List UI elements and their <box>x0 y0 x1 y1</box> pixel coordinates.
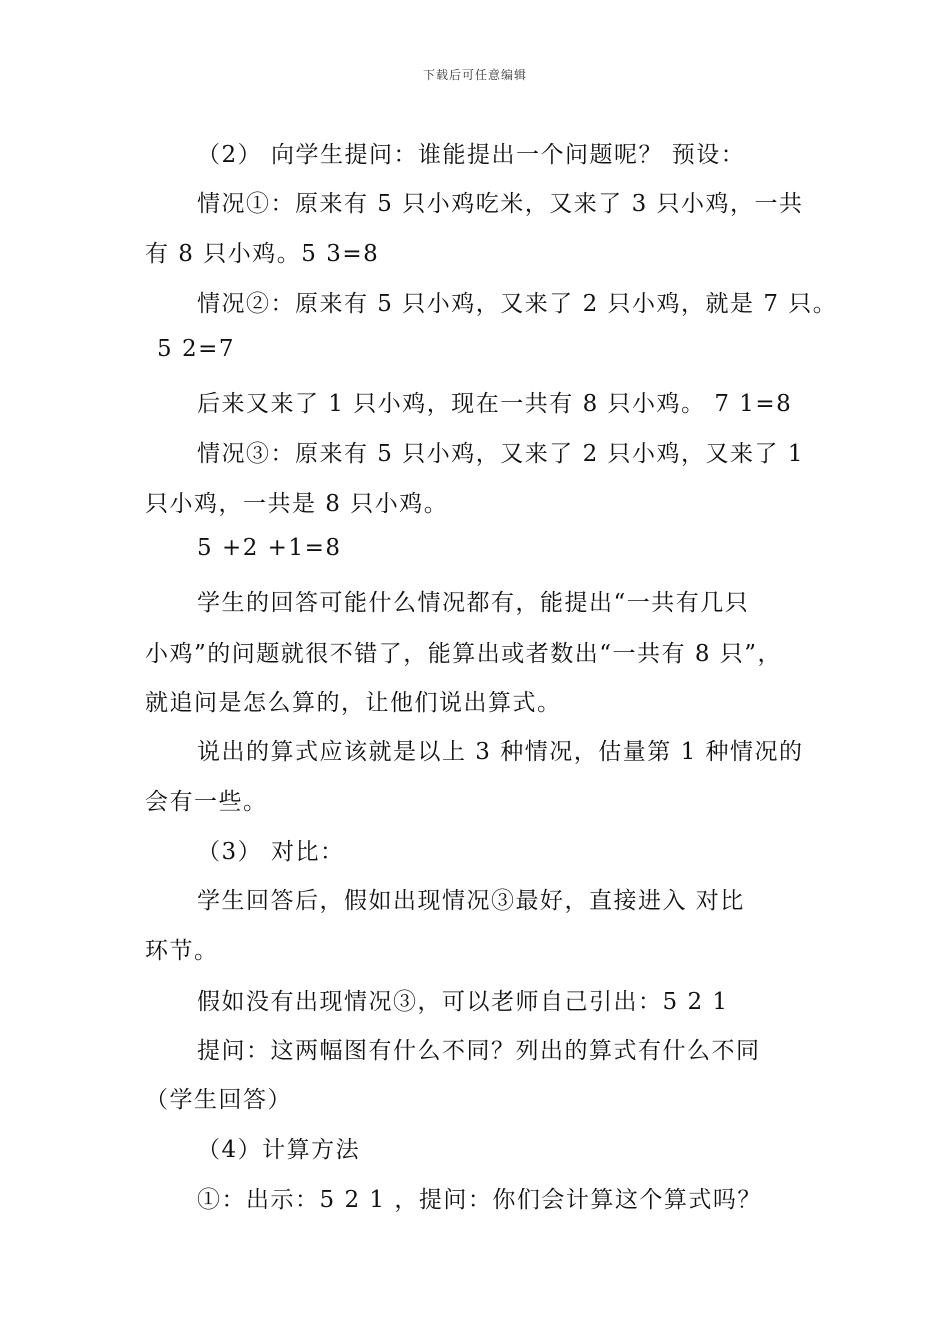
text-line: 情况②：原来有 5 只小鸡，又来了 2 只小鸡，就是 7 只。 <box>197 291 838 317</box>
text-line: 提问：这两幅图有什么不同？列出的算式有什么不同 <box>197 1038 761 1064</box>
text-line: 假如没有出现情况③，可以老师自己引出：5 2 1 <box>197 989 729 1015</box>
text-line: 情况①：原来有 5 只小鸡吃米，又来了 3 只小鸡，一共 <box>197 191 804 217</box>
text-line: 5 2=7 <box>157 336 235 362</box>
text-line: 学生的回答可能什么情况都有，能提出“一共有几只 <box>197 590 750 616</box>
text-line: 学生回答后，假如出现情况③最好，直接进入 对比 <box>197 888 745 914</box>
text-line: 5 +2 +1=8 <box>197 535 342 561</box>
text-line: 后来又来了 1 只小鸡，现在一共有 8 只小鸡。 7 1=8 <box>197 391 793 417</box>
text-line: 只小鸡，一共是 8 只小鸡。 <box>145 491 449 517</box>
text-line: 小鸡”的问题就很不错了，能算出或者数出“一共有 8 只”， <box>145 641 783 667</box>
text-line: 就追问是怎么算的，让他们说出算式。 <box>145 690 562 716</box>
text-line: （4）计算方法 <box>197 1137 361 1163</box>
text-line: ①：出示：5 2 1 ，提问：你们会计算这个算式吗？ <box>197 1187 762 1213</box>
text-line: （3） 对比： <box>197 839 345 865</box>
text-line: 有 8 只小鸡。5 3=8 <box>145 241 380 267</box>
text-line: 会有一些。 <box>145 789 268 815</box>
text-line: 环节。 <box>145 938 219 964</box>
text-line: （学生回答） <box>145 1087 292 1113</box>
text-line: （2） 向学生提问：谁能提出一个问题呢？ 预设： <box>197 142 746 168</box>
text-line: 情况③：原来有 5 只小鸡，又来了 2 只小鸡，又来了 1 <box>197 441 804 467</box>
page-header: 下载后可任意编辑 <box>422 68 527 82</box>
text-line: 说出的算式应该就是以上 3 种情况，估量第 1 种情况的 <box>197 739 804 765</box>
